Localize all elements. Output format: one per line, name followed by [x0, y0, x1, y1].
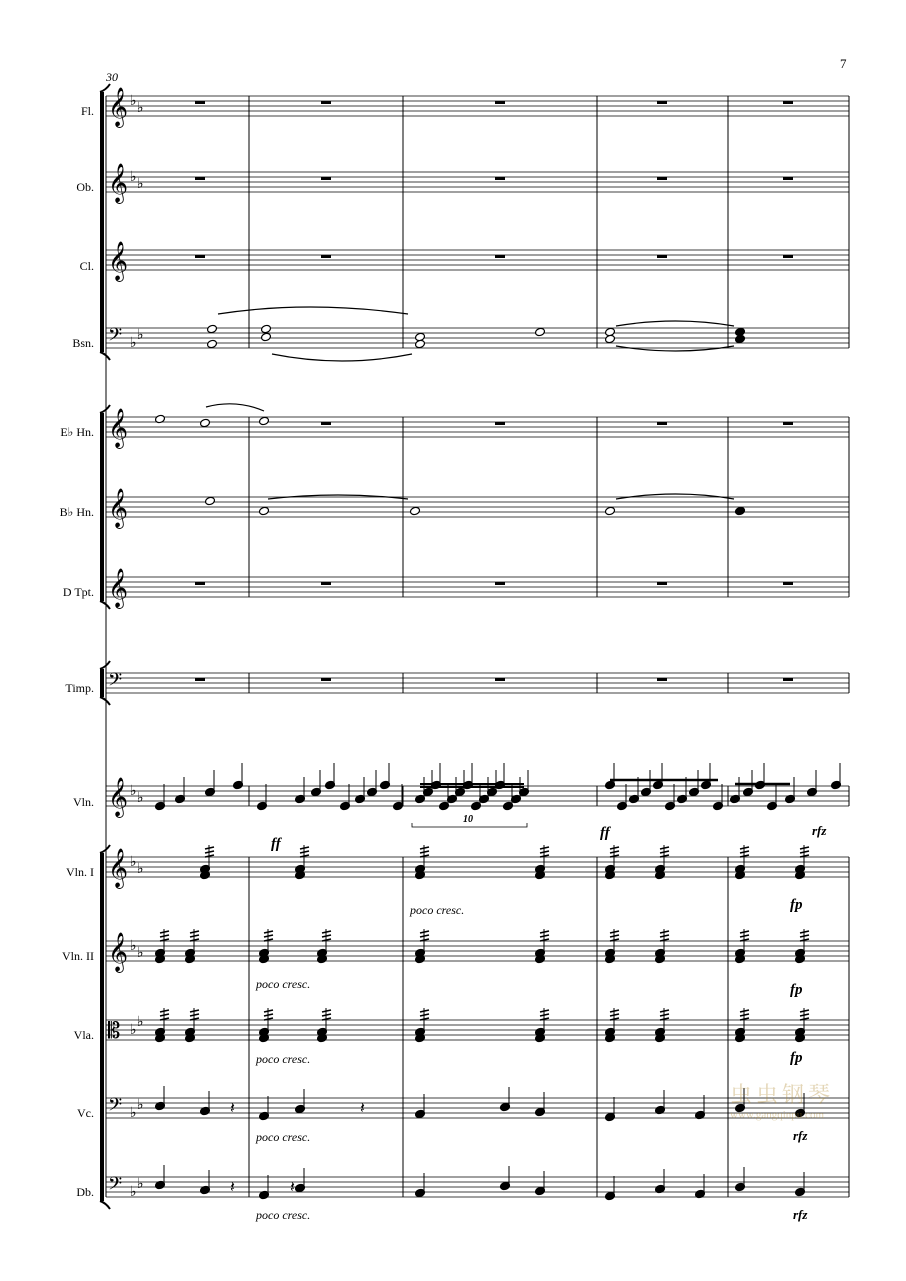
bass-clef-icon: 𝄢 — [108, 1174, 123, 1199]
quarter-rest-icon: 𝄽 — [360, 1098, 365, 1117]
dynamic-rfz-vc: rfz — [793, 1128, 808, 1143]
tremolo-slash — [190, 1014, 199, 1016]
dynamic-fp-vln1: fp — [790, 897, 803, 913]
bassoon-tie — [218, 307, 408, 314]
treble-clef-icon: 𝄞 — [108, 408, 129, 448]
tremolo-slash — [420, 847, 429, 849]
label-violin-2: Vln. II — [62, 949, 94, 963]
treble-clef-icon: 𝄞 — [108, 848, 129, 888]
whole-rest — [321, 177, 331, 180]
label-timpani: Timp. — [65, 681, 94, 695]
whole-rest — [657, 255, 667, 258]
measure-number: 30 — [106, 70, 118, 84]
label-viola: Vla. — [73, 1028, 94, 1042]
tremolo-slash — [740, 935, 749, 937]
label-d-trumpet: D Tpt. — [62, 585, 94, 599]
horn-note — [259, 506, 270, 516]
dynamic-fp-vln2: fp — [790, 982, 803, 998]
quarter-rest-icon: 𝄽 — [290, 1177, 295, 1196]
expression-poco-cresc-vln2: poco cresc. — [256, 977, 311, 991]
tremolo-slash — [190, 935, 199, 937]
tremolo-slash — [610, 935, 619, 937]
flat-icon: ♭ — [137, 945, 144, 961]
flat-icon: ♭ — [130, 854, 137, 870]
tremolo-slash — [264, 1014, 273, 1016]
flat-icon: ♭ — [137, 1176, 144, 1192]
whole-rest — [783, 678, 793, 681]
horn-slur — [206, 404, 264, 411]
bass-clef-icon: 𝄢 — [108, 1095, 123, 1120]
tremolo-slash — [540, 851, 549, 853]
tremolo-slash — [420, 935, 429, 937]
whole-rest — [783, 582, 793, 585]
whole-rest — [495, 422, 505, 425]
horn-note — [410, 506, 421, 516]
tremolo-slash — [264, 1010, 273, 1012]
tremolo-slash — [322, 931, 331, 933]
whole-rest — [657, 422, 667, 425]
flat-icon: ♭ — [137, 1014, 144, 1030]
tremolo-slash — [190, 1010, 199, 1012]
quarter-rest-icon: 𝄽 — [230, 1098, 235, 1117]
tremolo-slash — [322, 1014, 331, 1016]
tremolo-slash — [610, 847, 619, 849]
tremolo-slash — [264, 931, 273, 933]
bassoon-note — [207, 339, 218, 349]
bassoon-note — [415, 339, 426, 349]
horn-note — [605, 506, 616, 516]
flat-icon: ♭ — [137, 861, 144, 877]
flat-icon: ♭ — [137, 1097, 144, 1113]
tremolo-slash — [610, 931, 619, 933]
tremolo-slash — [540, 931, 549, 933]
tremolo-slash — [660, 847, 669, 849]
treble-clef-icon: 𝄞 — [108, 488, 129, 528]
horn-note — [205, 496, 216, 506]
bassoon-tie — [616, 321, 734, 326]
tremolo-slash — [660, 1010, 669, 1012]
flat-icon: ♭ — [130, 783, 137, 799]
flat-icon: ♭ — [130, 1184, 137, 1200]
label-eb-horn: E♭ Hn. — [60, 425, 94, 439]
flat-icon: ♭ — [130, 1022, 137, 1038]
label-flute: Fl. — [80, 104, 94, 118]
tremolo-slash — [160, 935, 169, 937]
tuplet-number: 10 — [463, 814, 473, 825]
treble-clef-icon: 𝄞 — [108, 932, 129, 972]
flat-icon: ♭ — [130, 335, 137, 351]
strings-bracket-bottom — [100, 1201, 110, 1209]
bassoon-note — [261, 332, 272, 342]
expression-poco-cresc-db: poco cresc. — [256, 1208, 311, 1222]
whole-rest — [495, 678, 505, 681]
whole-rest — [195, 101, 205, 104]
bass-clef-icon: 𝄢 — [108, 325, 123, 350]
tremolo-slash — [660, 1014, 669, 1016]
tremolo-slash — [264, 935, 273, 937]
watermark-url: www.gangqinpu.com — [730, 1109, 824, 1121]
watermark-title: 虫虫钢琴 — [730, 1083, 835, 1108]
dynamic-ff-solo-1: ff — [271, 836, 281, 852]
tremolo-slash — [800, 931, 809, 933]
whole-rest — [495, 582, 505, 585]
tremolo-slash — [540, 847, 549, 849]
whole-rest — [783, 177, 793, 180]
whole-rest — [783, 255, 793, 258]
bass-clef-icon: 𝄢 — [108, 670, 123, 695]
bassoon-note — [261, 324, 272, 334]
quarter-rest-icon: 𝄽 — [230, 1177, 235, 1196]
tremolo-slash — [420, 931, 429, 933]
tremolo-slash — [160, 931, 169, 933]
tremolo-slash — [300, 851, 309, 853]
tremolo-slash — [540, 935, 549, 937]
whole-rest — [195, 582, 205, 585]
label-bb-horn: B♭ Hn. — [59, 505, 94, 519]
treble-clef-icon: 𝄞 — [108, 777, 129, 817]
tremolo-slash — [540, 1014, 549, 1016]
tremolo-slash — [420, 1014, 429, 1016]
whole-rest — [657, 101, 667, 104]
tremolo-slash — [610, 851, 619, 853]
tremolo-slash — [610, 1014, 619, 1016]
label-bassoon: Bsn. — [72, 336, 94, 350]
whole-rest — [321, 422, 331, 425]
woodwind-bracket-bottom — [100, 352, 110, 360]
flat-icon: ♭ — [137, 327, 144, 343]
dynamic-ff-solo-2: ff — [600, 825, 610, 841]
horn-note — [259, 416, 270, 426]
tremolo-slash — [322, 1010, 331, 1012]
tremolo-slash — [800, 847, 809, 849]
tremolo-slash — [205, 851, 214, 853]
tremolo-slash — [160, 1010, 169, 1012]
whole-rest — [495, 177, 505, 180]
horn-tie — [616, 494, 734, 499]
tremolo-slash — [800, 1010, 809, 1012]
flat-icon: ♭ — [137, 176, 144, 192]
tremolo-slash — [800, 935, 809, 937]
label-violin-1: Vln. I — [66, 865, 94, 879]
treble-clef-icon: 𝄞 — [108, 568, 129, 608]
whole-rest — [657, 678, 667, 681]
expression-poco-cresc-vla: poco cresc. — [256, 1052, 311, 1066]
flat-icon: ♭ — [130, 93, 137, 109]
tremolo-slash — [420, 851, 429, 853]
tremolo-slash — [660, 851, 669, 853]
tremolo-slash — [740, 1010, 749, 1012]
whole-rest — [657, 177, 667, 180]
label-oboe: Ob. — [76, 180, 94, 194]
bassoon-note — [735, 334, 746, 344]
label-solo-violin: Vln. — [73, 795, 94, 809]
tremolo-slash — [800, 851, 809, 853]
treble-clef-icon: 𝄞 — [108, 87, 129, 127]
whole-rest — [321, 582, 331, 585]
tremolo-slash — [610, 1010, 619, 1012]
flat-icon: ♭ — [130, 1105, 137, 1121]
tremolo-slash — [740, 847, 749, 849]
whole-rest — [657, 582, 667, 585]
whole-rest — [195, 177, 205, 180]
timpani-bracket-bottom — [100, 697, 110, 705]
tremolo-slash — [322, 935, 331, 937]
flat-icon: ♭ — [137, 100, 144, 116]
tremolo-slash — [660, 931, 669, 933]
tremolo-slash — [740, 1014, 749, 1016]
bassoon-tie — [616, 346, 734, 351]
whole-rest — [195, 678, 205, 681]
tremolo-slash — [740, 931, 749, 933]
whole-rest — [321, 678, 331, 681]
whole-rest — [495, 255, 505, 258]
flat-icon: ♭ — [130, 169, 137, 185]
expression-poco-cresc-vln1: poco cresc. — [410, 903, 465, 917]
tremolo-slash — [160, 1014, 169, 1016]
tremolo-slash — [300, 847, 309, 849]
timpani-bracket-top — [100, 661, 110, 669]
page-number: 7 — [840, 56, 847, 71]
bassoon-note — [207, 324, 218, 334]
whole-rest — [495, 101, 505, 104]
dynamic-rfz-db: rfz — [793, 1207, 808, 1222]
label-double-bass: Db. — [76, 1185, 94, 1199]
bassoon-tie — [272, 354, 412, 361]
label-cello: Vc. — [77, 1106, 94, 1120]
whole-rest — [195, 255, 205, 258]
label-clarinet: Cl. — [79, 259, 94, 273]
watermark — [730, 1078, 834, 1121]
dynamic-rfz-solo: rfz — [812, 823, 827, 838]
tremolo-slash — [660, 935, 669, 937]
tremolo-slash — [190, 931, 199, 933]
whole-rest — [783, 101, 793, 104]
whole-rest — [321, 101, 331, 104]
treble-clef-icon: 𝄞 — [108, 241, 129, 281]
horn-note — [200, 418, 211, 428]
tremolo-slash — [420, 1010, 429, 1012]
flat-icon: ♭ — [137, 790, 144, 806]
whole-rest — [321, 255, 331, 258]
alto-clef-icon: 𝄡 — [108, 1019, 121, 1044]
treble-clef-icon: 𝄞 — [108, 163, 129, 203]
tremolo-slash — [540, 1010, 549, 1012]
bassoon-note — [605, 334, 616, 344]
flat-icon: ♭ — [130, 938, 137, 954]
bassoon-note — [535, 327, 546, 337]
dynamic-fp-vla: fp — [790, 1050, 803, 1066]
horn-note — [735, 506, 746, 516]
tremolo-slash — [800, 1014, 809, 1016]
whole-rest — [783, 422, 793, 425]
tremolo-slash — [740, 851, 749, 853]
expression-poco-cresc-vc: poco cresc. — [256, 1130, 311, 1144]
tremolo-slash — [205, 847, 214, 849]
